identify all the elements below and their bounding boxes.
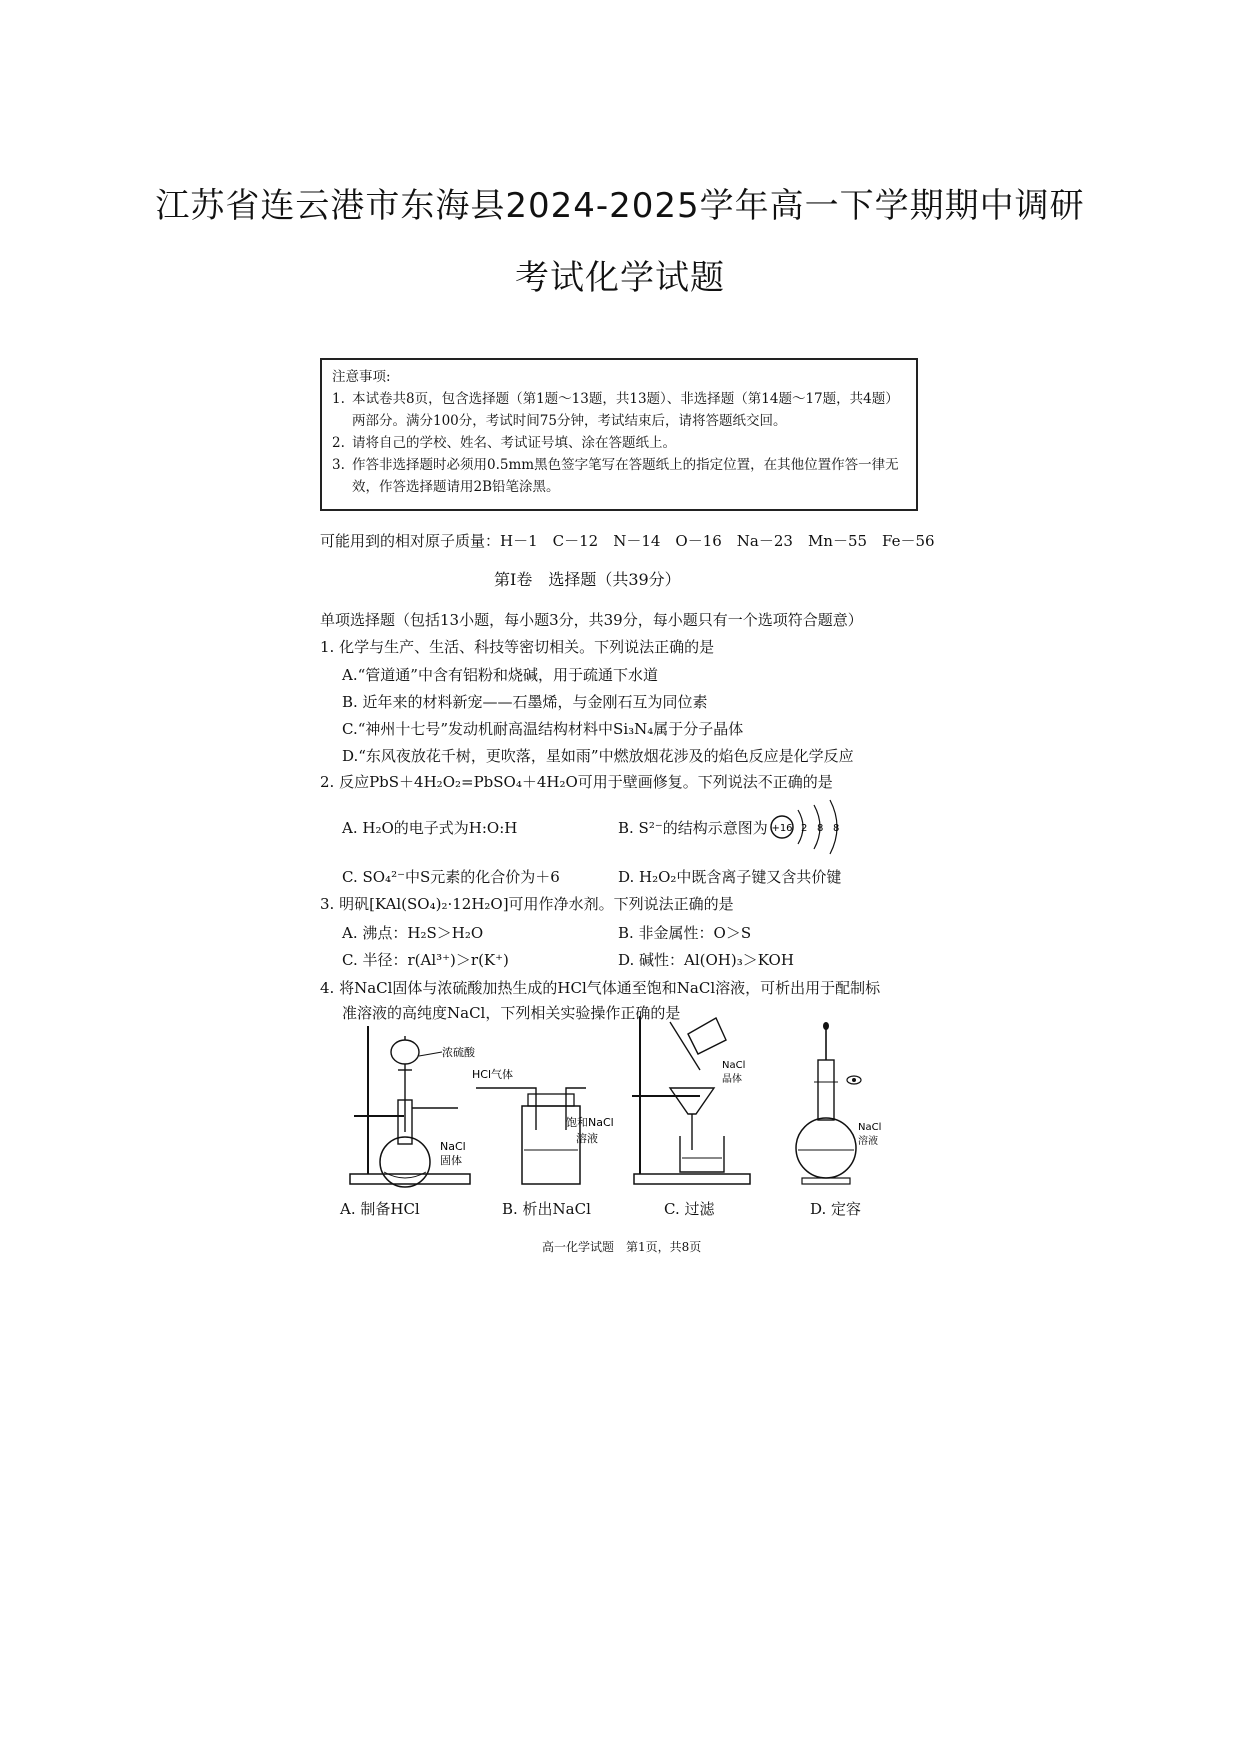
question-2-option-a: A. H₂O的电子式为H:O:H [342,819,518,837]
page-footer: 高一化学试题 第1页，共8页 [542,1240,702,1254]
notice-item-text: 本试卷共8页，包含选择题（第1题～13题，共13题）、非选择题（第14题～17题，共4题）两部分。满分100分，考试时间75分钟，考试结束后，请将答题纸交回。 [352,391,899,429]
notice-item: 1. 本试卷共8页，包含选择题（第1题～13题，共13题）、非选择题（第14题～17题，共4题）两部分。满分100分，考试时间75分钟，考试结束后，请将答题纸交回。 [332,391,899,429]
shell-count: 8 [817,823,824,834]
question-1-option-a: A.“管道通”中含有铝粉和烧碱，用于疏通下水道 [342,666,658,684]
figure-c-caption: C. 过滤 [664,1200,715,1218]
figure-label: 浓硫酸 [442,1046,475,1059]
figure-label: NaCl [858,1122,882,1133]
question-2-option-c: C. SO₄²⁻中S元素的化合价为＋6 [342,868,560,886]
question-1-option-c: C.“神州十七号”发动机耐高温结构材料中Si₃N₄属于分子晶体 [342,720,744,738]
figure-b-caption: B. 析出NaCl [502,1200,591,1218]
apparatus-filtration [630,1010,760,1190]
notice-item: 2. 请将自己的学校、姓名、考试证号填、涂在答题纸上。 [332,435,676,451]
question-3-option-b: B. 非金属性：O＞S [618,924,752,942]
question-1-option-d: D.“东风夜放花千树，更吹落，星如雨”中燃放烟花涉及的焰色反应是化学反应 [342,747,854,765]
shell-count: 2 [801,823,808,834]
question-2-stem: 2. 反应PbS＋4H₂O₂=PbSO₄＋4H₂O可用于壁画修复。下列说法不正确的是 [320,773,833,791]
apparatus-make-up-volume [786,1020,906,1190]
notice-heading: 注意事项: [332,369,391,385]
figure-d-caption: D. 定容 [810,1200,862,1218]
question-3-option-c: C. 半径：r(Al³⁺)＞r(K⁺) [342,951,509,969]
question-3-option-d: D. 碱性：Al(OH)₃＞KOH [618,951,794,969]
question-2-option-d: D. H₂O₂中既含离子键又含共价键 [618,868,842,886]
figure-label: HCl气体 [472,1068,514,1081]
figure-label: 溶液 [576,1132,598,1145]
notice-box [320,358,918,511]
notice-item-text: 请将自己的学校、姓名、考试证号填、涂在答题纸上。 [352,435,676,451]
figure-label: 晶体 [722,1074,742,1085]
apparatus-precipitate-nacl [468,1060,628,1190]
instructions: 单项选择题（包括13小题，每小题3分，共39分，每小题只有一个选项符合题意） [320,611,863,629]
question-3-stem: 3. 明矾[KAl(SO₄)₂·12H₂O]可用作净水剂。下列说法正确的是 [320,895,734,913]
question-1-option-b: B. 近年来的材料新宠——石墨烯，与金刚石互为同位素 [342,693,708,711]
figure-label: 溶液 [858,1136,878,1147]
figure-label: 饱和NaCl [566,1116,614,1129]
question-4-stem-continued: 准溶液的高纯度NaCl，下列相关实验操作正确的是 [342,1004,681,1022]
atomic-masses: 可能用到的相对原子质量：H－1 C－12 N－14 O－16 Na－23 Mn－55 Fe－56 [320,532,935,550]
question-4-stem: 4. 将NaCl固体与浓硫酸加热生成的HCl气体通至饱和NaCl溶液，可析出用于配制标 [320,979,881,997]
question-1-stem: 1. 化学与生产、生活、科技等密切相关。下列说法正确的是 [320,638,715,656]
question-3-option-a: A. 沸点：H₂S＞H₂O [342,924,484,942]
question-2-option-b: B. S²⁻的结构示意图为 [618,819,768,837]
figure-label: NaCl [722,1060,746,1071]
figure-label: NaCl [440,1140,466,1153]
notice-item-text: 作答非选择题时必须用0.5mm黑色签字笔写在答题纸上的指定位置，在其他位置作答一律无效，作答选择题请用2B铅笔涂黑。 [352,457,899,495]
notice-item: 3. 作答非选择题时必须用0.5mm黑色签字笔写在答题纸上的指定位置，在其他位置作答一律无效，作答选择题请用2B铅笔涂黑。 [332,457,899,495]
figure-label: 固体 [440,1154,462,1167]
section-title: 第Ⅰ卷 选择题（共39分） [494,570,681,589]
shell-count: 8 [833,823,840,834]
exam-title-line2: 考试化学试题 [515,258,725,298]
sulfide-ion-structure-diagram [768,796,848,858]
nucleus-charge: +16 [771,823,793,834]
exam-title-line1: 江苏省连云港市东海县2024-2025学年高一下学期期中调研 [155,186,1085,226]
figure-a-caption: A. 制备HCl [340,1200,420,1218]
